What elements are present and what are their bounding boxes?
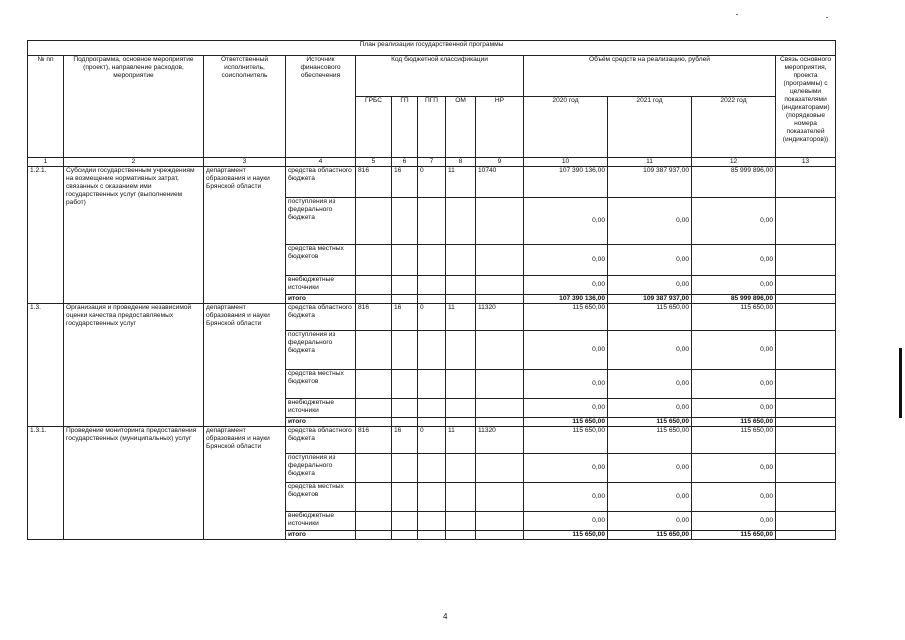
amount-2021: 109 387 937,00 (608, 167, 692, 198)
table-row (28, 427, 836, 454)
amount-2020: 0,00 (524, 512, 608, 531)
column-number: 5 (356, 158, 392, 167)
indicator-cell (776, 418, 836, 427)
amount-2020: 0,00 (524, 399, 608, 418)
code-grbs: 816 (356, 427, 392, 454)
executor-name: департамент образования и науки Брянской области (204, 427, 286, 540)
amount-2022: 0,00 (692, 370, 776, 399)
amount-2021: 0,00 (608, 454, 692, 483)
total-2021: 109 387 937,00 (608, 295, 692, 304)
source-local: средства местных бюджетов (286, 245, 356, 276)
amount-2020: 0,00 (524, 276, 608, 295)
amount-2020: 0,00 (524, 370, 608, 399)
indicator-cell (776, 245, 836, 276)
header-om: ОМ (446, 97, 476, 158)
indicator-cell (776, 427, 836, 454)
executor-name: департамент образования и науки Брянской области (204, 304, 286, 427)
table-row (28, 167, 836, 198)
column-number: 1 (28, 158, 64, 167)
indicator-cell (776, 198, 836, 245)
code-grbs: 816 (356, 167, 392, 198)
row-number: 1.2.1. (28, 167, 64, 304)
code-gp: 16 (392, 304, 418, 331)
amount-2022: 0,00 (692, 276, 776, 295)
source-federal: поступления из федерального бюджета (286, 454, 356, 483)
code-gp: 16 (392, 427, 418, 454)
header-indicators: Связь основного мероприятия, проекта (программы) с целевыми показателями (индикаторами) (порядковые номера показателей (индикаторов)) (776, 56, 836, 158)
amount-2021: 115 650,00 (608, 427, 692, 454)
amount-2022: 0,00 (692, 399, 776, 418)
amount-2022: 0,00 (692, 198, 776, 245)
amount-2020: 115 650,00 (524, 427, 608, 454)
activity-name: Проведение мониторинга предоставления государственных (муниципальных) услуг (64, 427, 204, 540)
header-2021: 2021 год (608, 97, 692, 158)
column-number: 2 (64, 158, 204, 167)
indicator-cell (776, 295, 836, 304)
amount-2021: 115 650,00 (608, 304, 692, 331)
column-number: 10 (524, 158, 608, 167)
column-number: 8 (446, 158, 476, 167)
indicator-cell (776, 399, 836, 418)
activity-name: Организация и проведение независимой оценки качества предоставляемых государственных услуг (64, 304, 204, 427)
table-title: План реализации государственной программы (28, 41, 836, 56)
amount-2020: 0,00 (524, 454, 608, 483)
total-2020: 115 650,00 (524, 418, 608, 427)
header-budget-code: Код бюджетной классификации (356, 56, 524, 97)
executor-name: департамент образования и науки Брянской области (204, 167, 286, 304)
indicator-cell (776, 304, 836, 331)
indicator-cell (776, 331, 836, 370)
amount-2021: 0,00 (608, 399, 692, 418)
code-nr: 11320 (476, 304, 524, 331)
code-om: 11 (446, 167, 476, 198)
code-nr: 11320 (476, 427, 524, 454)
header-row (28, 56, 836, 97)
total-2022: 85 999 896,00 (692, 295, 776, 304)
header-executor: Ответственный исполнитель, соисполнитель (204, 56, 286, 158)
amount-2021: 0,00 (608, 370, 692, 399)
header-num: № пп (28, 56, 64, 158)
scan-edge-mark (899, 348, 902, 418)
header-gp: ГП (392, 97, 418, 158)
code-pgp: 0 (418, 167, 446, 198)
page-number: 4 (443, 612, 448, 621)
amount-2021: 0,00 (608, 483, 692, 512)
column-number: 12 (692, 158, 776, 167)
amount-2021: 0,00 (608, 512, 692, 531)
code-nr: 10740 (476, 167, 524, 198)
activity-name: Субсидии государственным учреждениям на возмещение нормативных затрат, связанных с оказанием ими государственных услуг (выполнением работ) (64, 167, 204, 304)
source-regional: средства областного бюджета (286, 304, 356, 331)
row-number: 1.3. (28, 304, 64, 427)
amount-2022: 0,00 (692, 331, 776, 370)
code-pgp: 0 (418, 427, 446, 454)
header-2020: 2020 год (524, 97, 608, 158)
indicator-cell (776, 167, 836, 198)
code-grbs: 816 (356, 304, 392, 331)
amount-2020: 107 390 136,00 (524, 167, 608, 198)
amount-2022: 0,00 (692, 454, 776, 483)
amount-2021: 0,00 (608, 198, 692, 245)
column-number: 6 (392, 158, 418, 167)
amount-2022: 0,00 (692, 245, 776, 276)
indicator-cell (776, 276, 836, 295)
indicator-cell (776, 531, 836, 540)
column-number: 4 (286, 158, 356, 167)
column-number: 9 (476, 158, 524, 167)
header-grbs: ГРБС (356, 97, 392, 158)
code-om: 11 (446, 304, 476, 331)
scan-speck (736, 14, 738, 15)
code-gp: 16 (392, 167, 418, 198)
header-volume: Объём средств на реализацию, рублей (524, 56, 776, 97)
amount-2020: 115 650,00 (524, 304, 608, 331)
header-2022: 2022 год (692, 97, 776, 158)
indicator-cell (776, 370, 836, 399)
amount-2022: 115 650,00 (692, 427, 776, 454)
amount-2020: 0,00 (524, 331, 608, 370)
source-federal: поступления из федерального бюджета (286, 198, 356, 245)
total-2020: 115 650,00 (524, 531, 608, 540)
amount-2021: 0,00 (608, 331, 692, 370)
column-number: 11 (608, 158, 692, 167)
amount-2022: 85 999 896,00 (692, 167, 776, 198)
code-pgp: 0 (418, 304, 446, 331)
source-total: итого (286, 295, 356, 304)
amount-2022: 0,00 (692, 512, 776, 531)
source-total: итого (286, 531, 356, 540)
source-regional: средства областного бюджета (286, 427, 356, 454)
source-offbudget: внебюджетные источники (286, 399, 356, 418)
source-local: средства местных бюджетов (286, 483, 356, 512)
amount-2022: 115 650,00 (692, 304, 776, 331)
total-2021: 115 650,00 (608, 418, 692, 427)
total-2021: 115 650,00 (608, 531, 692, 540)
source-local: средства местных бюджетов (286, 370, 356, 399)
amount-2021: 0,00 (608, 276, 692, 295)
scan-speck (826, 17, 828, 18)
column-number: 3 (204, 158, 286, 167)
column-number: 7 (418, 158, 446, 167)
plan-table (27, 40, 836, 540)
source-offbudget: внебюджетные источники (286, 276, 356, 295)
code-om: 11 (446, 427, 476, 454)
header-program: Подпрограмма, основное мероприятие (проект), направление расходов, мероприятие (64, 56, 204, 158)
header-nr: НР (476, 97, 524, 158)
indicator-cell (776, 512, 836, 531)
header-source: Источник финансового обеспечения (286, 56, 356, 158)
column-number-row (28, 158, 836, 167)
source-regional: средства областного бюджета (286, 167, 356, 198)
total-2020: 107 390 136,00 (524, 295, 608, 304)
header-pgp: ПГП (418, 97, 446, 158)
total-2022: 115 650,00 (692, 418, 776, 427)
indicator-cell (776, 483, 836, 512)
total-2022: 115 650,00 (692, 531, 776, 540)
table-row (28, 304, 836, 331)
indicator-cell (776, 454, 836, 483)
amount-2022: 0,00 (692, 483, 776, 512)
source-total: итого (286, 418, 356, 427)
table-title-row (28, 41, 836, 56)
amount-2020: 0,00 (524, 245, 608, 276)
amount-2020: 0,00 (524, 483, 608, 512)
source-offbudget: внебюджетные источники (286, 512, 356, 531)
source-federal: поступления из федерального бюджета (286, 331, 356, 370)
amount-2021: 0,00 (608, 245, 692, 276)
amount-2020: 0,00 (524, 198, 608, 245)
row-number: 1.3.1. (28, 427, 64, 540)
column-number: 13 (776, 158, 836, 167)
